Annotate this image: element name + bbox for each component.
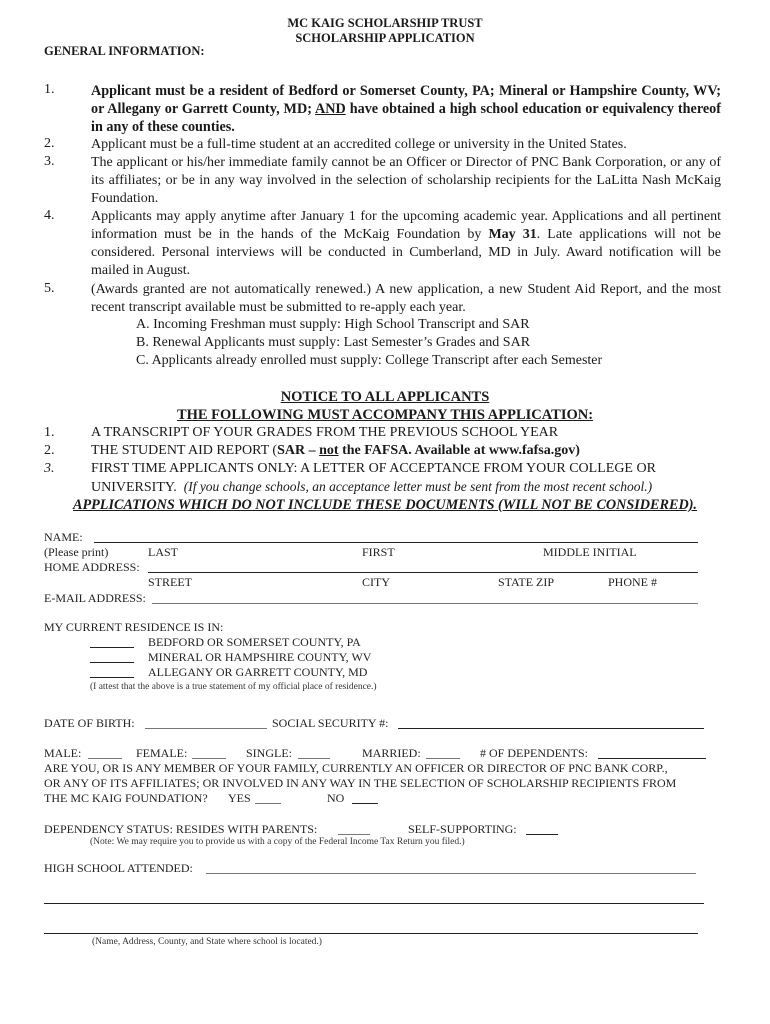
street-caption: STREET [148,575,192,589]
home-address-label: HOME ADDRESS: [44,560,140,574]
last-name-caption: LAST [148,545,178,559]
dob-label: DATE OF BIRTH: [44,716,135,730]
self-supporting-field[interactable] [526,834,558,835]
sub-item-c: C. Applicants already enrolled must supply: College Transcript after each Semester [136,353,603,368]
notice-2-text [91,443,580,459]
residence-md-label: ALLEGANY OR GARRETT COUNTY, MD [148,665,368,679]
warning-banner: APPLICATIONS WHICH DO NOT INCLUDE THESE DOCUMENTS (WILL NOT BE CONSIDERED). [73,497,697,513]
male-field[interactable] [88,758,122,759]
dependents-label: # OF DEPENDENTS: [480,746,589,760]
item-5-number: 5. [44,281,55,296]
notice-subheading: THE FOLLOWING MUST ACCOMPANY THIS APPLICATION: [176,407,594,423]
residence-label: MY CURRENT RESIDENCE IS IN: [44,620,224,634]
residence-pa-label: BEDFORD OR SOMERSET COUNTY, PA [148,635,361,649]
email-field[interactable] [152,603,698,604]
document-title: MC KAIG SCHOLARSHIP TRUST [287,16,483,30]
officer-question-line2: OR ANY OF ITS AFFILIATES; OR INVOLVED IN ANY WAY IN THE SELECTION OF SCHOLARSHIP RECIPIENTS FROM [44,776,677,790]
notice-heading: NOTICE TO ALL APPLICANTS [280,389,490,405]
notice-2-text-a: THE STUDENT AID REPORT ( [91,443,278,458]
notice-3-number: 3. [44,461,55,476]
state-zip-caption: STATE ZIP [498,575,555,589]
notice-3-university: UNIVERSITY. [91,480,177,495]
item-3-text: The applicant or his/her immediate family cannot be an Officer or Director of PNC Bank Corporation, or any of its affiliates; or be in any way involved in the selection of scholarship recipients for the LaLitta Nash McKaig Foundation. [91,155,721,206]
notice-2-not: not [319,443,339,458]
ssn-label: SOCIAL SECURITY #: [272,716,389,730]
name-label: NAME: [44,530,83,544]
sub-item-a: A. Incoming Freshman must supply: High School Transcript and SAR [136,317,530,332]
phone-caption: PHONE # [608,575,658,589]
item-3-number: 3. [44,154,55,169]
section-heading-general-info: GENERAL INFORMATION: [44,44,205,58]
item-1-and: AND [315,101,346,117]
residence-attest-note: (I attest that the above is a true statement of my official place of residence.) [90,682,377,692]
female-label: FEMALE: [136,746,188,760]
document-subtitle: SCHOLARSHIP APPLICATION [295,31,475,45]
male-label: MALE: [44,746,82,760]
high-school-label: HIGH SCHOOL ATTENDED: [44,861,193,875]
item-1-text [91,82,721,136]
married-label: MARRIED: [362,746,421,760]
notice-3-text: FIRST TIME APPLICANTS ONLY: A LETTER OF ACCEPTANCE FROM YOUR COLLEGE OR [91,461,656,476]
officer-no-label: NO [327,791,345,805]
officer-question-line1: ARE YOU, OR IS ANY MEMBER OF YOUR FAMILY, CURRENTLY AN OFFICER OR DIRECTOR OF PNC BANK CORP., [44,761,668,775]
city-caption: CITY [362,575,390,589]
female-field[interactable] [192,758,226,759]
notice-3-text-cont [91,479,652,496]
officer-yes-field[interactable] [255,803,281,804]
residence-md-checkbox[interactable] [90,677,134,678]
notice-2-sar: SAR – [277,443,320,458]
high-school-field[interactable] [206,873,696,874]
officer-question-line3: THE MC KAIG FOUNDATION? [44,791,208,805]
item-5-text: (Awards granted are not automatically renewed.) A new application, a new Student Aid Report, and the most recent transcript available must be submitted to re-apply each year. [91,282,721,315]
email-label: E-MAIL ADDRESS: [44,591,146,605]
item-4-text [91,208,721,280]
item-4-text-a: Applicants may apply anytime after January 1 for the upcoming academic year. Applications and all pertinent information must be in the hands of the McKaig Foundation by [91,209,721,242]
item-2-text: Applicant must be a full-time student at an accredited college or university in the United States. [91,137,627,152]
dependency-label: DEPENDENCY STATUS: RESIDES WITH PARENTS: [44,822,318,836]
single-field[interactable] [298,758,330,759]
sub-item-b: B. Renewal Applicants must supply: Last Semester’s Grades and SAR [136,335,531,350]
residence-wv-label: MINERAL OR HAMPSHIRE COUNTY, WV [148,650,372,664]
first-name-caption: FIRST [362,545,395,559]
self-supporting-label: SELF-SUPPORTING: [408,822,517,836]
officer-no-field[interactable] [352,803,378,804]
dependents-field[interactable] [598,758,706,759]
item-1-number: 1. [44,82,55,97]
dob-field[interactable] [145,728,267,729]
married-field[interactable] [426,758,460,759]
residence-pa-checkbox[interactable] [90,647,134,648]
item-4-text-b: . Late applications will not be considered. Personal interviews will be conducted in Cumberland, MD in July. Award notification will be mailed in August. [91,227,722,278]
item-1-text-b: have obtained a high school education or equivalency thereof in any of these counties. [91,101,721,135]
notice-3-italic-note: (If you change schools, an acceptance letter must be sent from the most recent school.) [183,479,653,494]
dependency-note: (Note: We may require you to provide us with a copy of the Federal Income Tax Return you filed.) [90,837,465,847]
high-school-note: (Name, Address, County, and State where school is located.) [92,937,322,947]
high-school-address-line-1[interactable] [44,903,704,904]
officer-yes-label: YES [228,791,251,805]
single-label: SINGLE: [246,746,292,760]
notice-1-text: A TRANSCRIPT OF YOUR GRADES FROM THE PREVIOUS SCHOOL YEAR [91,425,559,440]
name-field[interactable] [94,542,698,543]
notice-2-text-b: the FAFSA. Available at www.fafsa.gov) [338,443,580,458]
residence-wv-checkbox[interactable] [90,662,134,663]
notice-2-number: 2. [44,443,55,458]
item-1-text-a: Applicant must be a resident of Bedford or Somerset County, PA; Mineral or Hampshire County, WV; or Allegany or Garrett County, MD; [91,83,721,117]
high-school-address-line-2[interactable] [44,933,698,934]
resides-with-parents-field[interactable] [338,834,370,835]
home-address-field[interactable] [148,572,698,573]
middle-initial-caption: MIDDLE INITIAL [543,545,637,559]
ssn-field[interactable] [398,728,704,729]
notice-1-number: 1. [44,425,55,440]
item-4-deadline: May 31 [488,227,537,242]
item-2-number: 2. [44,136,55,151]
item-4-number: 4. [44,208,55,223]
please-print-label: (Please print) [44,545,109,559]
